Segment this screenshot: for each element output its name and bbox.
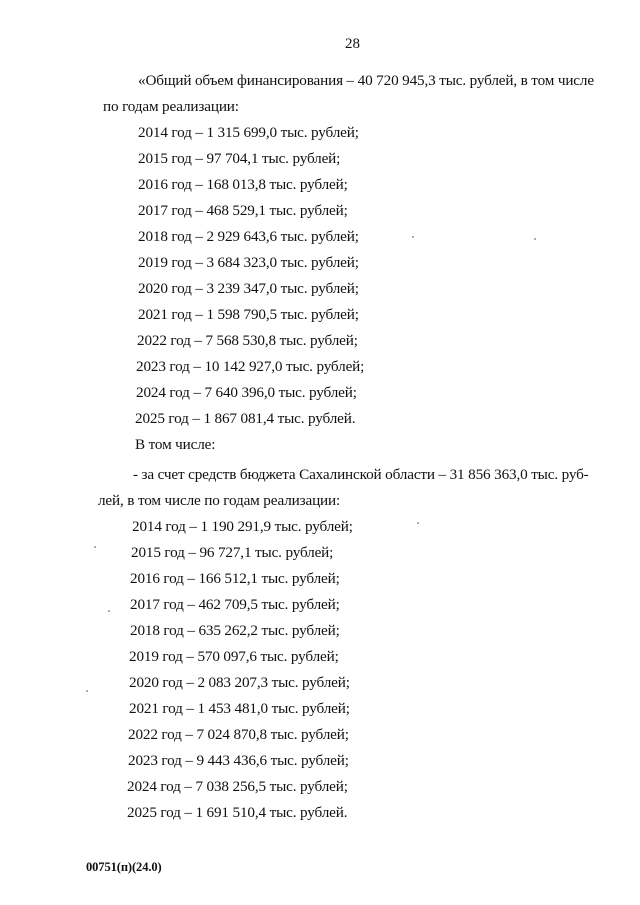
regional-year-2019: 2019 год – 570 097,6 тыс. рублей; xyxy=(129,648,339,665)
regional-year-2014: 2014 год – 1 190 291,9 тыс. рублей; xyxy=(132,518,353,535)
regional-year-2017: 2017 год – 462 709,5 тыс. рублей; xyxy=(130,596,340,613)
scan-speck xyxy=(534,238,536,240)
regional-year-2020: 2020 год – 2 083 207,3 тыс. рублей; xyxy=(129,674,350,691)
regional-budget-line-2: лей, в том числе по годам реализации: xyxy=(98,492,341,509)
regional-year-2025: 2025 год – 1 691 510,4 тыс. рублей. xyxy=(127,804,348,821)
including-label: В том числе: xyxy=(135,436,216,453)
scan-speck xyxy=(86,690,88,692)
document-code: 00751(п)(24.0) xyxy=(86,860,162,874)
scan-speck xyxy=(94,546,96,548)
page-number: 28 xyxy=(345,36,360,52)
regional-year-2015: 2015 год – 96 727,1 тыс. рублей; xyxy=(131,544,334,561)
regional-year-2021: 2021 год – 1 453 481,0 тыс. рублей; xyxy=(129,700,350,717)
total-year-2014: 2014 год – 1 315 699,0 тыс. рублей; xyxy=(138,124,359,141)
total-year-2020: 2020 год – 3 239 347,0 тыс. рублей; xyxy=(138,280,359,297)
total-year-2017: 2017 год – 468 529,1 тыс. рублей; xyxy=(138,202,348,219)
regional-year-2016: 2016 год – 166 512,1 тыс. рублей; xyxy=(130,570,340,587)
scan-speck xyxy=(417,522,419,524)
regional-year-2023: 2023 год – 9 443 436,6 тыс. рублей; xyxy=(128,752,349,769)
total-year-2024: 2024 год – 7 640 396,0 тыс. рублей; xyxy=(136,384,357,401)
total-year-2023: 2023 год – 10 142 927,0 тыс. рублей; xyxy=(136,358,365,375)
total-year-2019: 2019 год – 3 684 323,0 тыс. рублей; xyxy=(138,254,359,271)
total-year-2015: 2015 год – 97 704,1 тыс. рублей; xyxy=(138,150,341,167)
total-year-2016: 2016 год – 168 013,8 тыс. рублей; xyxy=(138,176,348,193)
scan-speck xyxy=(108,610,110,612)
regional-year-2022: 2022 год – 7 024 870,8 тыс. рублей; xyxy=(128,726,349,743)
regional-year-2018: 2018 год – 635 262,2 тыс. рублей; xyxy=(130,622,340,639)
total-year-2018: 2018 год – 2 929 643,6 тыс. рублей; xyxy=(138,228,359,245)
intro-line-2: по годам реализации: xyxy=(103,98,239,115)
regional-budget-line-1: - за счет средств бюджета Сахалинской области – 31 856 363,0 тыс. руб- xyxy=(133,466,589,483)
regional-year-2024: 2024 год – 7 038 256,5 тыс. рублей; xyxy=(127,778,348,795)
total-year-2022: 2022 год – 7 568 530,8 тыс. рублей; xyxy=(137,332,358,349)
total-year-2021: 2021 год – 1 598 790,5 тыс. рублей; xyxy=(138,306,359,323)
intro-line-1: «Общий объем финансирования – 40 720 945,3 тыс. рублей, в том числе xyxy=(138,72,594,89)
total-year-2025: 2025 год – 1 867 081,4 тыс. рублей. xyxy=(135,410,356,427)
scan-speck xyxy=(412,236,414,238)
